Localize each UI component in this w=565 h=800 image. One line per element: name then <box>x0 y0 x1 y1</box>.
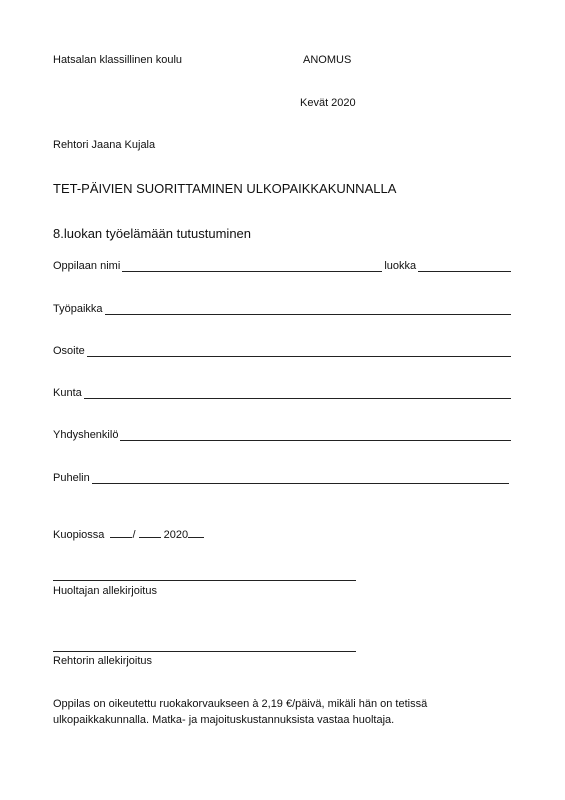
municipality-row <box>53 385 511 399</box>
student-name-label: Oppilaan nimi <box>53 260 121 272</box>
recipient: Rehtori Jaana Kujala <box>53 139 156 151</box>
date-year: 2020 <box>163 529 189 541</box>
workplace-label: Työpaikka <box>53 303 103 315</box>
page-subtitle: 8.luokan työelämään tutustuminen <box>53 226 252 241</box>
principal-signature-line[interactable] <box>53 651 356 652</box>
municipality-field[interactable] <box>84 388 511 399</box>
municipality-label: Kunta <box>53 387 82 399</box>
grade-field[interactable] <box>418 261 511 272</box>
phone-row <box>53 470 509 484</box>
address-row <box>53 343 511 357</box>
school-name: Hatsalan klassillinen koulu <box>53 54 183 66</box>
phone-label: Puhelin <box>53 472 90 484</box>
footnote <box>53 696 473 728</box>
grade-label: luokka <box>384 260 417 272</box>
footnote-line-2: ulkopaikkakunnalla. Matka- ja majoituskustannuksista vastaa huoltaja. <box>53 714 395 726</box>
contact-person-label: Yhdyshenkilö <box>53 429 119 441</box>
day-field[interactable] <box>110 527 132 538</box>
workplace-row <box>53 301 511 315</box>
student-name-row <box>53 258 511 272</box>
document-type: ANOMUS <box>303 54 352 66</box>
address-field[interactable] <box>87 346 511 357</box>
month-field[interactable] <box>139 527 161 538</box>
contact-person-field[interactable] <box>120 430 511 441</box>
term: Kevät 2020 <box>300 97 356 109</box>
phone-field[interactable] <box>92 473 509 484</box>
footnote-line-1: Oppilas on oikeutettu ruokakorvaukseen à 2,19 €/päivä, mikäli hän on tetissä <box>53 698 428 710</box>
guardian-signature-label: Huoltajan allekirjoitus <box>53 585 157 597</box>
page-title: TET-PÄIVIEN SUORITTAMINEN ULKOPAIKKAKUNNALLA <box>53 181 397 196</box>
principal-signature-label: Rehtorin allekirjoitus <box>53 655 153 667</box>
year-suffix-field[interactable] <box>188 527 204 538</box>
guardian-signature-line[interactable] <box>53 580 356 581</box>
address-label: Osoite <box>53 345 85 357</box>
contact-person-row <box>53 427 511 441</box>
date-row <box>53 527 204 541</box>
student-name-field[interactable] <box>122 261 382 272</box>
date-separator: / <box>132 529 136 541</box>
workplace-field[interactable] <box>105 304 511 315</box>
date-place: Kuopiossa <box>53 529 105 541</box>
